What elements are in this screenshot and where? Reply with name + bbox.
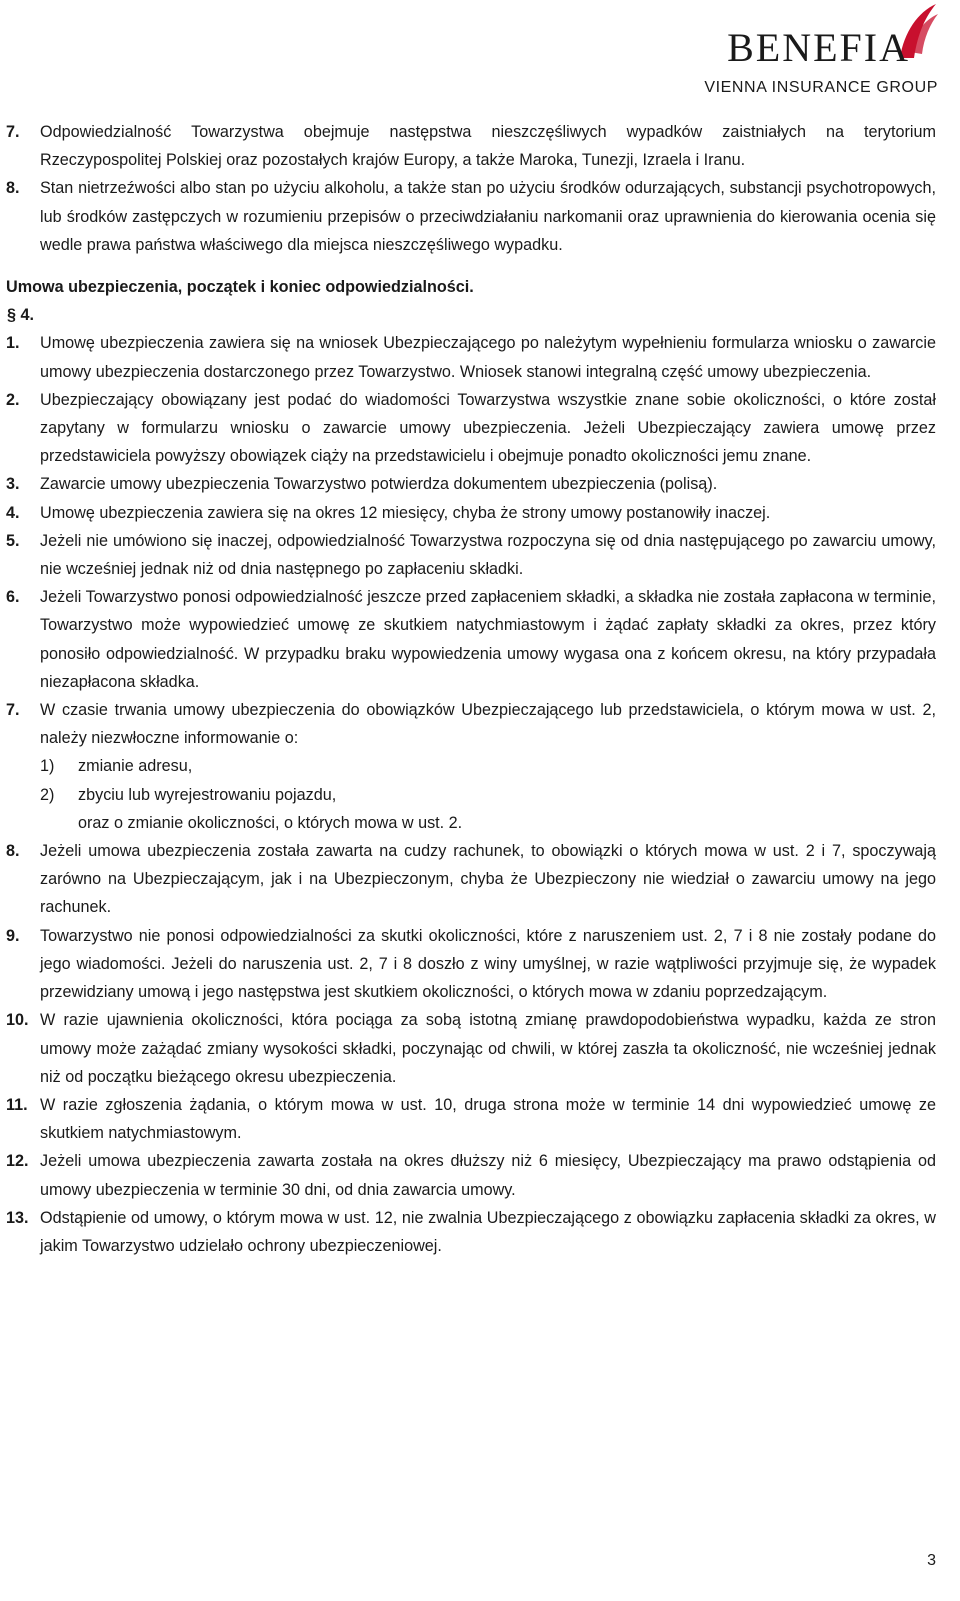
item-number: 4. xyxy=(6,503,20,522)
item-text: Towarzystwo nie ponosi odpowiedzialności za skutki okoliczności, które z naruszeniem ust. 2, 7 i 8 nie zostały podane do jego wiadomości. Jeżeli do naruszenia ust. 2, 7 i 8 doszło z winy umyślnej, w razie wątpliwości przyjmuje się, że wypadek przewidziany umową i jego następstwa jest skutkiem okoliczności, o których mowa w zdaniu poprzedzającym. xyxy=(40,926,936,1002)
document-body xyxy=(6,118,936,1260)
item-text: W czasie trwania umowy ubezpieczenia do obowiązków Ubezpieczającego lub przedstawiciela, o którym mowa w ust. 2, należy niezwłoczne informowanie o: xyxy=(40,701,936,748)
sub-item-number: 2) xyxy=(40,785,55,804)
item-number: 10. xyxy=(6,1011,29,1030)
sub-list-item xyxy=(6,781,936,809)
item-number: 6. xyxy=(6,588,20,607)
item-number: 2. xyxy=(6,390,20,409)
item-text: Odpowiedzialność Towarzystwa obejmuje następstwa nieszczęśliwych wypadków zaistniałych na terytorium Rzeczypospolitej Polskiej oraz pozostałych krajów Europy, a także Maroka, Tunezji, Izraela i Iranu. xyxy=(40,123,936,170)
item-number: 9. xyxy=(6,926,20,945)
list-item xyxy=(6,118,936,174)
item-text: Jeżeli nie umówiono się inaczej, odpowiedzialność Towarzystwa rozpoczyna się od dnia następującego po zawarciu umowy, nie wcześniej jednak niż od dnia następnego po zapłaceniu składki. xyxy=(40,531,936,579)
sub-list-item xyxy=(6,752,936,780)
item-text: Jeżeli Towarzystwo ponosi odpowiedzialność jeszcze przed zapłaceniem składki, a składka nie została zapłacona w terminie, Towarzystwo może wypowiedzieć umowę ze skutkiem natychmiastowym i żądać zapłaty składki za okres, przez który ponosiło odpowiedzialność. W przypadku braku wypowiedzenia umowy wygasa ona z końcem okresu, na który przypadała niezapłacona składka. xyxy=(40,588,936,691)
item-number: 3. xyxy=(6,475,20,494)
item-number: 7. xyxy=(6,701,20,720)
list-item xyxy=(6,499,936,527)
section-heading: Umowa ubezpieczenia, początek i koniec odpowiedzialności. xyxy=(6,278,474,297)
item-number: 11. xyxy=(6,1095,28,1114)
sub-list-continuation: oraz o zmianie okoliczności, o których mowa w ust. 2. xyxy=(78,813,463,832)
item-number: 8. xyxy=(6,842,20,861)
item-text: W razie zgłoszenia żądania, o którym mowa w ust. 10, druga strona może w terminie 14 dni wypowiedzieć umowę ze skutkiem natychmiastowym. xyxy=(40,1095,936,1143)
item-number: 7. xyxy=(6,123,20,141)
item-number: 5. xyxy=(6,531,20,550)
list-item xyxy=(6,386,936,471)
list-item xyxy=(6,1204,936,1260)
company-logo xyxy=(668,0,938,100)
logo-subtitle: VIENNA INSURANCE GROUP xyxy=(704,79,938,96)
list-item xyxy=(6,1006,936,1091)
list-item xyxy=(6,1091,936,1147)
sub-item-text: zbyciu lub wyrejestrowaniu pojazdu, xyxy=(78,785,337,804)
list-item xyxy=(6,583,936,696)
list-item xyxy=(6,837,936,922)
item-text: Odstąpienie od umowy, o którym mowa w ust. 12, nie zwalnia Ubezpieczającego z obowiązku zapłacenia składki za okres, w jakim Towarzystwo udzielało ochrony ubezpieczeniowej. xyxy=(40,1208,936,1255)
sub-item-text: zmianie adresu, xyxy=(78,757,193,776)
item-text: Umowę ubezpieczenia zawiera się na okres 12 miesięcy, chyba że strony umowy postanowiły inaczej. xyxy=(40,503,771,522)
item-text: Stan nietrzeźwości albo stan po użyciu alkoholu, a także stan po użyciu środków odurzających, substancji psychotropowych, lub środków zastępczych w rozumieniu przepisów o przeciwdziałaniu narkomanii oraz uprawnienia do kierowania ocenia się wedle prawa państwa właściwego dla miejsca nieszczęśliwego wypadku. xyxy=(40,179,936,254)
item-text: W razie ujawnienia okoliczności, która pociąga za sobą istotną zmianę prawdopodobieństwa wypadku, każda ze stron umowy może zażądać zmiany wysokości składki, poczynając od chwili, w której zaszła ta okoliczność, nie wcześniej jednak niż od początku bieżącego okresu ubezpieczenia. xyxy=(40,1011,936,1086)
logo-wordmark: BENEFIA xyxy=(727,25,910,70)
item-text: Umowę ubezpieczenia zawiera się na wniosek Ubezpieczającego po należytym wypełnieniu formularza wniosku o zawarcie umowy ubezpieczenia dostarczonego przez Towarzystwo. Wniosek stanowi integralną część umowy ubezpieczenia. xyxy=(40,334,936,381)
item-number: 13. xyxy=(6,1208,29,1227)
item-text: Jeżeli umowa ubezpieczenia została zawarta na cudzy rachunek, to obowiązki o których mowa w ust. 2 i 7, spoczywają zarówno na Ubezpieczającym, jak i na Ubezpieczonym, chyba że Ubezpieczony nie wiedział o zawarciu umowy na jego rachunek. xyxy=(40,842,936,917)
item-number: 1. xyxy=(6,334,20,353)
item-text: Ubezpieczający obowiązany jest podać do wiadomości Towarzystwa wszystkie znane sobie okoliczności, o które został zapytany w formularzu wniosku o zawarcie umowy ubezpieczenia. Jeżeli Ubezpieczający zawiera umowę przez przedstawiciela powyższy obowiązek ciąży na przedstawicielu i obejmuje ponadto okoliczności jemu znane. xyxy=(40,390,936,466)
page-number: 3 xyxy=(927,1552,936,1569)
item-number: 8. xyxy=(6,179,20,198)
list-item xyxy=(6,527,936,583)
list-item xyxy=(6,922,936,1007)
sub-item-number: 1) xyxy=(40,757,55,776)
list-item xyxy=(6,470,936,498)
paragraph-marker: § 4. xyxy=(7,306,35,325)
list-item xyxy=(6,329,936,385)
item-number: 12. xyxy=(6,1152,29,1171)
list-item xyxy=(6,1147,936,1203)
item-text: Zawarcie umowy ubezpieczenia Towarzystwo potwierdza dokumentem ubezpieczenia (polisą). xyxy=(40,475,718,494)
list-item xyxy=(6,174,936,259)
list-item xyxy=(6,696,936,752)
item-text: Jeżeli umowa ubezpieczenia zawarta została na okres dłuższy niż 6 miesięcy, Ubezpieczający ma prawo odstąpienia od umowy ubezpieczenia w terminie 30 dni, od dnia zawarcia umowy. xyxy=(40,1152,936,1199)
